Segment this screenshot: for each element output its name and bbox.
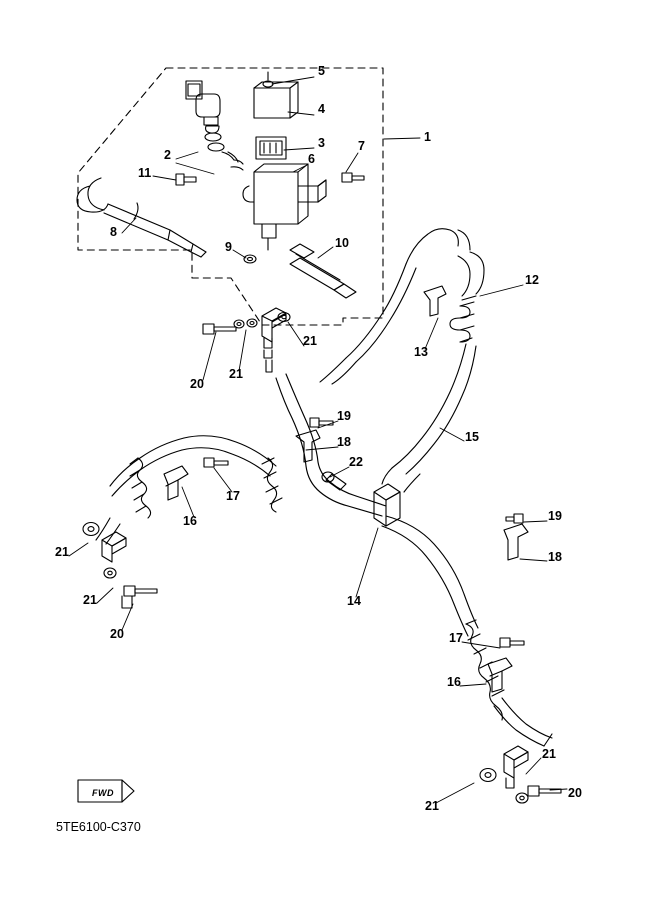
hose-spring-left (130, 458, 151, 518)
brake-hose-left-branch (110, 436, 276, 496)
callout-11: 11 (138, 166, 152, 180)
brake-hose-lower-end (494, 698, 552, 746)
callout-5: 5 (318, 64, 325, 78)
union-bolt-10 (290, 244, 356, 298)
piston-kit-2 (186, 81, 243, 170)
callout-2: 2 (164, 148, 171, 162)
diaphragm-3 (256, 137, 286, 159)
clamp-16-bottom-right (488, 658, 512, 692)
callout-21-b: 21 (229, 367, 243, 381)
callout-20-b: 20 (110, 627, 124, 641)
brake-hose-lower-right (382, 516, 478, 636)
hose-spring-12 (450, 302, 474, 342)
pivot-bolt-11 (176, 174, 196, 185)
callout-17-b: 17 (449, 631, 463, 645)
callout-16-a: 16 (183, 514, 197, 528)
brake-hose-14 (276, 374, 386, 516)
callout-21-e: 21 (542, 747, 556, 761)
clamp-16-left (164, 466, 188, 500)
assembly-boundary (78, 68, 383, 325)
callout-6: 6 (308, 152, 315, 166)
brake-hose-15 (382, 344, 476, 492)
clamp-18-right (504, 524, 528, 560)
callout-21-d: 21 (83, 593, 97, 607)
callout-18-a: 18 (337, 435, 351, 449)
callout-16-b: 16 (447, 675, 461, 689)
callout-9: 9 (225, 240, 232, 254)
master-cylinder-body-7 (243, 164, 326, 250)
brake-hose-12 (320, 229, 484, 384)
callout-20-a: 20 (190, 377, 204, 391)
bolt-19-upper (310, 418, 333, 427)
callout-12: 12 (525, 273, 539, 287)
brake-lever (77, 178, 206, 257)
callout-7: 7 (358, 139, 365, 153)
callout-21-a: 21 (303, 334, 317, 348)
callout-22: 22 (349, 455, 363, 469)
reservoir-cap-5 (263, 72, 273, 87)
bolt-6 (342, 173, 364, 182)
callout-18-b: 18 (548, 550, 562, 564)
callout-19-b: 19 (548, 509, 562, 523)
part-code-label: 5TE6100-C370 (56, 820, 141, 834)
tube-joint-lower (374, 484, 400, 526)
banjo-bolt-20-left (203, 324, 236, 334)
callout-19-a: 19 (337, 409, 351, 423)
callout-15: 15 (465, 430, 479, 444)
hose-spring-mid (262, 458, 282, 512)
clamp-13 (424, 286, 446, 316)
callout-14: 14 (347, 594, 361, 608)
bolt-19-right (506, 514, 523, 523)
callout-21-f: 21 (425, 799, 439, 813)
callout-21-c: 21 (55, 545, 69, 559)
washer-9 (244, 255, 256, 263)
hose-spring-lower-right (466, 620, 504, 720)
clamp-18-upper (296, 430, 320, 462)
bolt-17-left (204, 458, 228, 467)
callout-13: 13 (414, 345, 428, 359)
callout-3: 3 (318, 136, 325, 150)
bolt-17-bottom-right (500, 638, 524, 647)
callout-4: 4 (318, 102, 325, 116)
callout-17-a: 17 (226, 489, 240, 503)
callout-20-c: 20 (568, 786, 582, 800)
fwd-label: FWD (92, 788, 114, 798)
callout-8: 8 (110, 225, 117, 239)
callout-10: 10 (335, 236, 349, 250)
callout-1: 1 (424, 130, 431, 144)
